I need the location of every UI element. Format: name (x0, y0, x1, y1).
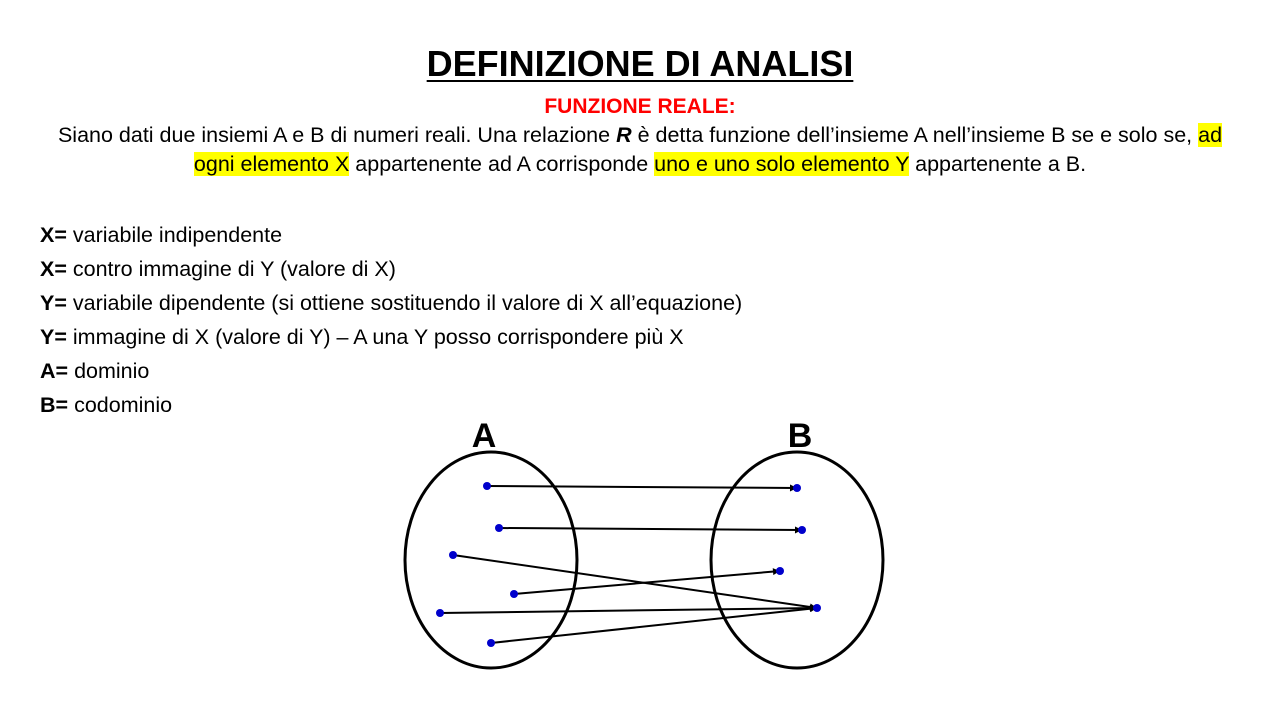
definition-text: appartenente ad A corrisponde (349, 152, 655, 176)
variable-description: variabile indipendente (66, 223, 283, 247)
variable-description: dominio (68, 359, 150, 383)
set-a-label: A (471, 417, 497, 455)
element-point-a (483, 482, 491, 490)
mapping-arrow (499, 528, 802, 530)
element-point-a (510, 590, 518, 598)
variable-symbol: Y= (40, 291, 67, 315)
mapping-arrow (487, 486, 797, 488)
element-point-a (449, 551, 457, 559)
set-b-label: B (787, 417, 813, 455)
variable-description: codominio (68, 393, 173, 417)
relation-symbol: R (616, 123, 632, 147)
element-point-b (813, 604, 821, 612)
definition-text: appartenente a B. (909, 152, 1087, 176)
element-point-a (495, 524, 503, 532)
mapping-arrow (491, 608, 817, 643)
definition-text: Siano dati due insiemi A e B di numeri reali. Una relazione (57, 123, 617, 147)
variable-symbol: Y= (40, 325, 67, 349)
highlighted-phrase: ad ogni elemento X (193, 123, 1223, 176)
element-point-b (793, 484, 801, 492)
variable-description: variabile dipendente (si ottiene sostituendo il valore di X all’equazione) (66, 291, 743, 315)
variable-symbol: X= (40, 257, 67, 281)
element-point-b (798, 526, 806, 534)
element-point-a (436, 609, 444, 617)
variable-description: contro immagine di Y (valore di X) (66, 257, 396, 281)
section-subtitle: FUNZIONE REALE: (544, 95, 736, 118)
variable-symbol: A= (40, 359, 69, 383)
highlighted-phrase: uno e uno solo elemento Y (654, 152, 910, 176)
mapping-arrow (453, 555, 817, 608)
variable-symbol: B= (40, 393, 69, 417)
element-point-a (487, 639, 495, 647)
definition-text: è detta funzione dell’insieme A nell’insieme B se e solo se, (631, 123, 1199, 147)
variable-symbol: X= (40, 223, 67, 247)
page-title: DEFINIZIONE DI ANALISI (426, 43, 854, 84)
variable-description: immagine di X (valore di Y) – A una Y posso corrispondere più X (66, 325, 684, 349)
mapping-arrow (440, 608, 817, 613)
element-point-b (776, 567, 784, 575)
